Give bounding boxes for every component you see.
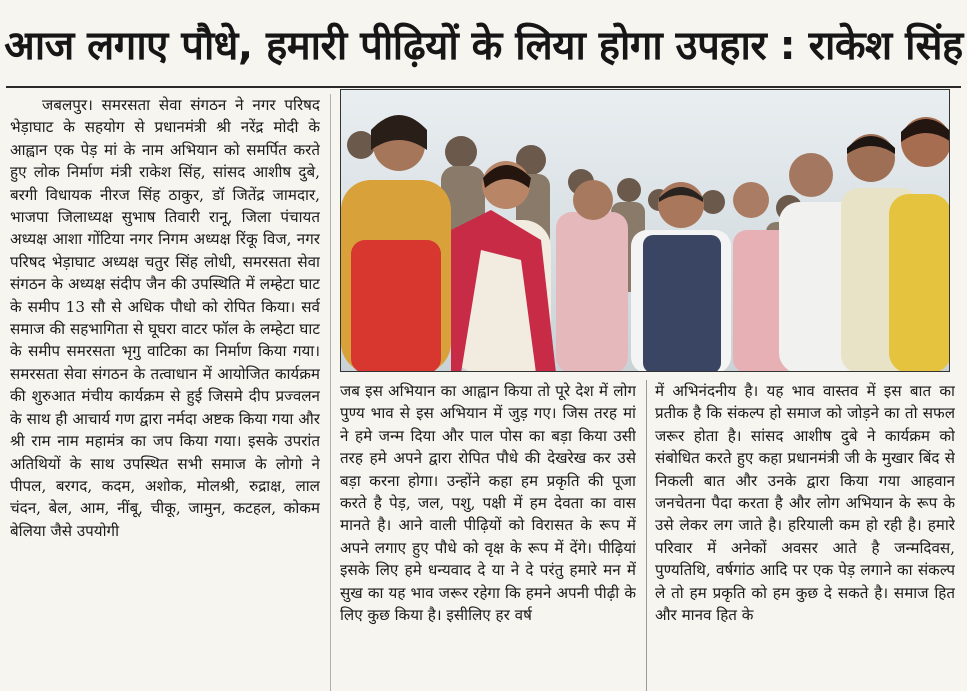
column-3-text: में अभिनंदनीय है। यह भाव वास्तव में इस बात का प्रतीक है कि संकल्प हो समाज को जोड़ने का तो सफल जरूर होता है। सांसद आशीष दुबे ने कार्यक्रम को संबोधित करते हुए कहा प्रधानमंत्री जी के मुखार बिंद से निकली बात और उनके द्वारा किया गया आहवान जनचेतना पैदा करता है और लोग अभियान के रूप के उसे लेकर लग जाते है। हरियाली कम हो रही है। हमारे परिवार में अनेकों अवसर आते है जन्मदिवस, पुण्यतिथि, वर्षगांठ आदि पर एक पेड़ लगाने का संकल्प ले तो हम प्रकृति को हम कुछ दे सकते है। समाज हित और मानव हित के <box>655 382 955 625</box>
group-photo-icon <box>341 90 950 372</box>
article-photo <box>340 89 950 372</box>
article-column-2 <box>340 380 636 691</box>
article-column-1 <box>10 94 320 691</box>
column-1-text: जबलपुर। समरसता सेवा संगठन ने नगर परिषद भेड़ाघाट के सहयोग से प्रधानमंत्री श्री नरेंद्र मोदी के आह्वान एक पेड़ मां के नाम अभियान को समर्पित करते हुए लोक निर्माण मंत्री राकेश सिंह, सांसद आशीष दुबे, बरगी विधायक नीरज सिंह ठाकुर, डॉ जितेंद्र जामदार, भाजपा जिलाध्यक्ष सुभाष तिवारी रानू, जिला पंचायत अध्यक्ष आशा गोंटिया नगर निगम अध्यक्ष रिंकू विज, नगर परिषद भेड़ाघाट अध्यक्ष चतुर सिंह लोधी, समरसता सेवा संगठन के अध्यक्ष संदीप जैन की उपस्थिति में लम्हेटा घाट के समीप 13 सौ से अधिक पौधो को रोपित किया। सर्व समाज की सहभागिता से घूघरा वाटर फॉल के लम्हेटा घाट के समीप समरसता भृगु वाटिका का निर्माण किया गया। समरसता सेवा संगठन के तत्वाधान में आयोजित कार्यक्रम की शुरुआत मंचीय कार्यक्रम से हुई जिसमे दीप प्रज्वलन के साथ ही आचार्य गण द्वारा नर्मदा अष्टक किया गया और श्री राम नाम महामंत्र का जप किया गया। इसके उपरांत अतिथियों के साथ उपस्थित सभी समाज के लोगो ने पीपल, बरगद, कदम, अशोक, मोलश्री, रुद्राक्ष, लाल चंदन, बेल, आम, नींबू, चीकू, जामुन, कटहल, कोकम बेलिया जैसे उपयोगी <box>10 96 320 540</box>
headline-rule <box>6 86 961 88</box>
column-divider <box>330 94 331 691</box>
column-2-text: जब इस अभियान का आह्वान किया तो पूरे देश में लोग पुण्य भाव से इस अभियान में जुड़ गए। जिस तरह मां ने हमे जन्म दिया और पाल पोस का बड़ा किया उसी तरह हमे अपने द्वारा रोपित पौधे की देखरेख कर उसे बड़ा करना होगा। उन्होंने कहा हम प्रकृति की पूजा करते है पेड़, जल, पशु, पक्षी में हम देवता का वास मानते है। आने वाली पीढ़ियों को विरासत के रूप में अपने लगाए हुए पौधे को वृक्ष के रूप में देंगे। पीढ़ियां इसके लिए हमे धन्यवाद दे या ने दे परंतु हमारे मन में सुख का यह भाव जरूर रहेगा कि हमने अपनी पीढ़ी के लिए कुछ किया है। इसीलिए हर वर्ष <box>340 382 636 625</box>
column-divider <box>646 380 647 691</box>
article-column-3 <box>655 380 955 691</box>
headline: आज लगाए पौधे, हमारी पीढ़ियों के लिया होगा उपहार : राकेश सिंह <box>4 22 963 69</box>
